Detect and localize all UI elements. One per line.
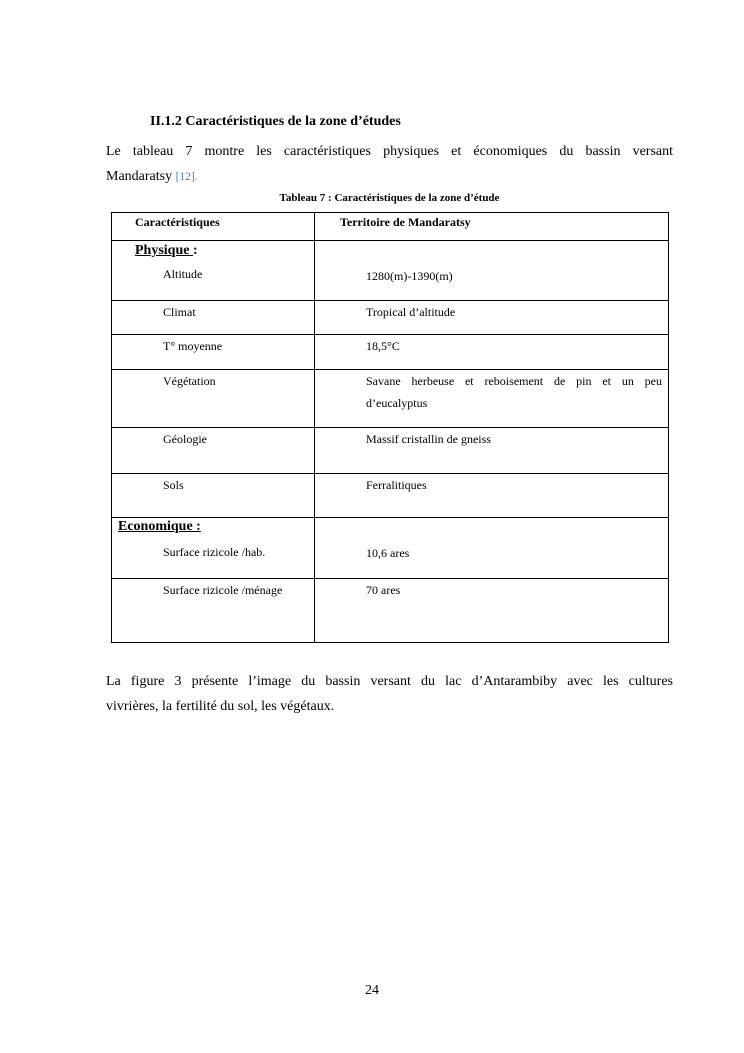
row-label: T° moyenne xyxy=(163,339,223,353)
row-value: 10,6 ares xyxy=(366,546,410,560)
table-row xyxy=(112,370,669,428)
table-cell xyxy=(112,579,315,643)
citation-link[interactable]: [12] xyxy=(175,171,195,183)
page-number: 24 xyxy=(365,983,379,998)
table-row xyxy=(112,428,669,474)
table-cell xyxy=(315,241,669,301)
intro-paragraph xyxy=(106,139,673,190)
table-cell xyxy=(112,241,315,301)
intro-line-2: Mandaratsy xyxy=(106,169,176,184)
row-label: Sols xyxy=(163,478,184,492)
table-cell xyxy=(315,335,669,370)
physique-section-label: Physique : xyxy=(135,243,198,258)
table-cell xyxy=(315,518,669,579)
table-row xyxy=(112,579,669,643)
table-cell xyxy=(112,370,315,428)
row-value: Tropical d’altitude xyxy=(366,305,456,319)
header-territory: Territoire de Mandaratsy xyxy=(315,213,669,241)
table-cell xyxy=(112,518,315,579)
row-value: 1280(m)-1390(m) xyxy=(366,269,453,283)
table-row xyxy=(112,335,669,370)
row-label: Climat xyxy=(163,305,196,319)
table-cell xyxy=(315,474,669,518)
table-row xyxy=(112,241,669,301)
economique-section-label: Economique : xyxy=(118,519,201,534)
row-label: Surface rizicole /ménage xyxy=(163,583,283,597)
row-value: Massif cristallin de gneiss xyxy=(366,432,491,446)
header-characteristics: Caractéristiques xyxy=(112,213,315,241)
intro-line-1: Le tableau 7 montre les caractéristiques physiques et économiques du bassin versant xyxy=(106,144,673,159)
table-row xyxy=(112,518,669,579)
characteristics-table xyxy=(111,212,669,643)
table-cell xyxy=(112,335,315,370)
citation-period: . xyxy=(194,171,198,183)
table-cell xyxy=(112,301,315,335)
row-label: Géologie xyxy=(163,432,207,446)
row-label: Altitude xyxy=(163,267,203,281)
table-cell xyxy=(315,428,669,474)
row-value: 70 ares xyxy=(366,583,401,597)
row-value: Savane herbeuse et reboisement de pin et un peu d’eucalyptus xyxy=(366,374,662,410)
table-cell xyxy=(112,474,315,518)
row-value: 18,5°C xyxy=(366,339,400,353)
closing-line-2: vivrières, la fertilité du sol, les végétaux. xyxy=(106,699,335,714)
table-caption: Tableau 7 : Caractéristiques de la zone d’étude xyxy=(279,192,500,204)
table-cell xyxy=(112,428,315,474)
row-value: Ferralitiques xyxy=(366,478,427,492)
table-cell xyxy=(315,579,669,643)
closing-paragraph xyxy=(106,669,673,719)
table-header-row xyxy=(112,213,669,241)
table-row xyxy=(112,474,669,518)
table-cell xyxy=(315,301,669,335)
table-cell xyxy=(315,370,669,428)
table-row xyxy=(112,301,669,335)
closing-line-1: La figure 3 présente l’image du bassin versant du lac d’Antarambiby avec les cultures xyxy=(106,674,673,689)
section-heading: II.1.2 Caractéristiques de la zone d’études xyxy=(150,114,401,129)
row-label: Végétation xyxy=(163,374,216,388)
row-label: Surface rizicole /hab. xyxy=(163,545,266,559)
